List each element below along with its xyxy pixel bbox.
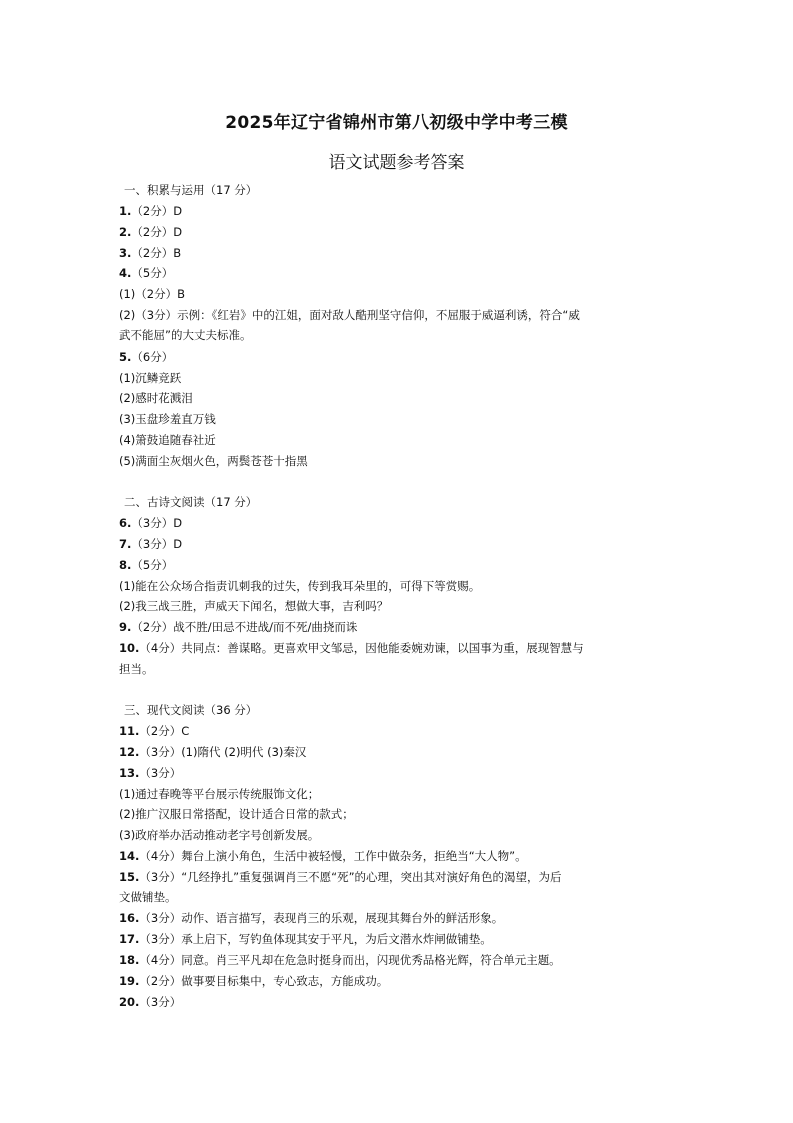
answer-line (119, 908, 679, 928)
answer-line (119, 742, 679, 762)
question-number: 19. (119, 974, 140, 988)
section-heading-3: 三、现代文阅读（36 分） (124, 703, 258, 717)
answer-line (119, 368, 679, 388)
answer-text: （2分）战不胜/田忌不进战/而不死/曲挠而诛 (131, 620, 358, 634)
question-number: 20. (119, 995, 140, 1009)
question-number: 3. (119, 246, 132, 260)
answer-text: （3分）“几经挣扎”重复强调肖三不愿“死”的心理，突出其对演好角色的渴望，为后 (139, 870, 562, 884)
answer-text: (3)玉盘珍羞直万钱 (119, 412, 216, 426)
question-number: 16. (119, 911, 140, 925)
answer-text: （5分） (131, 266, 174, 280)
answer-text: （3分）D (131, 516, 183, 530)
answer-text: 担当。 (119, 662, 154, 676)
answer-text: 武不能屈”的大丈夫标准。 (119, 328, 252, 342)
answer-text: （3分）(1)隋代 (2)明代 (3)秦汉 (139, 745, 307, 759)
answer-text: (2)我三战三胜，声威天下闻名，想做大事，吉利吗？ (119, 599, 389, 613)
section-heading-2: 二、古诗文阅读（17 分） (124, 495, 258, 509)
answer-line (119, 846, 679, 866)
question-number: 13. (119, 766, 140, 780)
answer-line (119, 992, 679, 1012)
page-title: 2025年辽宁省锦州市第八初级中学中考三模 (225, 113, 568, 133)
answer-text: 文做铺垫。 (119, 890, 177, 904)
answer-line (119, 763, 679, 783)
answer-line (119, 638, 679, 658)
answer-line (119, 950, 679, 970)
answer-line (119, 555, 679, 575)
answer-line-continued (119, 887, 679, 907)
answer-line (119, 305, 679, 325)
answer-text: (3)政府举办活动推动老字号创新发展。 (119, 828, 320, 842)
sub-question-number: (2) (119, 308, 136, 322)
answer-line (119, 825, 679, 845)
answer-text: （4分）舞台上演小角色，生活中被轻慢，工作中做杂务，拒绝当“大人物”。 (139, 849, 527, 863)
question-number: 6. (119, 516, 132, 530)
answer-line (119, 451, 679, 471)
answer-text: （3分）承上启下，写钓鱼体现其安于平凡，为后文潜水炸闸做铺垫。 (139, 932, 492, 946)
question-number: 11. (119, 724, 140, 738)
answer-line (119, 596, 679, 616)
answer-text: （3分）动作、语言描写，表现肖三的乐观，展现其舞台外的鲜活形象。 (139, 911, 504, 925)
answer-line (119, 576, 679, 596)
answer-line-continued (119, 659, 679, 679)
answer-line (119, 263, 679, 283)
answer-text: （2分）B (131, 246, 182, 260)
answer-line (119, 534, 679, 554)
question-number: 18. (119, 953, 140, 967)
answer-line (119, 721, 679, 741)
question-number: 17. (119, 932, 140, 946)
question-number: 7. (119, 537, 132, 551)
answer-text: （4分）同意。肖三平凡却在危急时挺身而出，闪现优秀品格光辉，符合单元主题。 (139, 953, 561, 967)
answer-text: （6分） (131, 350, 174, 364)
answer-text: (1)沉鳞竞跃 (119, 371, 182, 385)
answer-line (119, 929, 679, 949)
answer-line (119, 388, 679, 408)
answer-line (119, 513, 679, 533)
answer-text: （2分）做事要目标集中，专心致志，方能成功。 (139, 974, 389, 988)
question-number: 15. (119, 870, 140, 884)
question-number: 1. (119, 204, 132, 218)
answer-text: （2分）D (131, 225, 183, 239)
answer-line-continued (119, 325, 679, 345)
answer-line (119, 784, 679, 804)
question-number: 10. (119, 641, 140, 655)
answer-text: (2)感时花溅泪 (119, 391, 193, 405)
question-number: 8. (119, 558, 132, 572)
answer-line (119, 804, 679, 824)
answer-line (119, 617, 679, 637)
answer-text: （3分） (139, 766, 182, 780)
answer-text: (4)箫鼓追随春社近 (119, 433, 216, 447)
answer-line (119, 284, 679, 304)
question-number: 14. (119, 849, 140, 863)
sub-question-number: (1) (119, 287, 136, 301)
question-number: 12. (119, 745, 140, 759)
answer-text: （2分）B (135, 287, 186, 301)
answer-line (119, 243, 679, 263)
answer-text: （2分）C (139, 724, 190, 738)
answer-line (119, 409, 679, 429)
answer-text: （4分）共同点：善谋略。更喜欢甲文邹忌，因他能委婉劝谏，以国事为重，展现智慧与 (139, 641, 584, 655)
answer-line (119, 971, 679, 991)
answer-text: （3分）D (131, 537, 183, 551)
answer-text: （5分） (131, 558, 174, 572)
answer-line (119, 430, 679, 450)
question-number: 5. (119, 350, 132, 364)
answer-text: (5)满面尘灰烟火色，两鬓苍苍十指黑 (119, 454, 308, 468)
answer-line (119, 201, 679, 221)
answer-text: (2)推广汉服日常搭配，设计适合日常的款式； (119, 807, 354, 821)
answer-line (119, 222, 679, 242)
answer-text: （3分） (139, 995, 182, 1009)
answer-text: (1)通过春晚等平台展示传统服饰文化； (119, 787, 320, 801)
answer-text: （2分）D (131, 204, 183, 218)
question-number: 4. (119, 266, 132, 280)
answer-text: (1)能在公众场合指责讥刺我的过失，传到我耳朵里的，可得下等赏赐。 (119, 579, 481, 593)
page-subtitle: 语文试题参考答案 (328, 153, 465, 173)
answer-text: （3分）示例：《红岩》中的江姐，面对敌人酷刑坚守信仰，不屈服于威逼利诱，符合“威 (135, 308, 580, 322)
question-number: 9. (119, 620, 132, 634)
answer-line (119, 867, 679, 887)
section-heading-1: 一、积累与运用（17 分） (124, 183, 258, 197)
answer-line (119, 347, 679, 367)
question-number: 2. (119, 225, 132, 239)
